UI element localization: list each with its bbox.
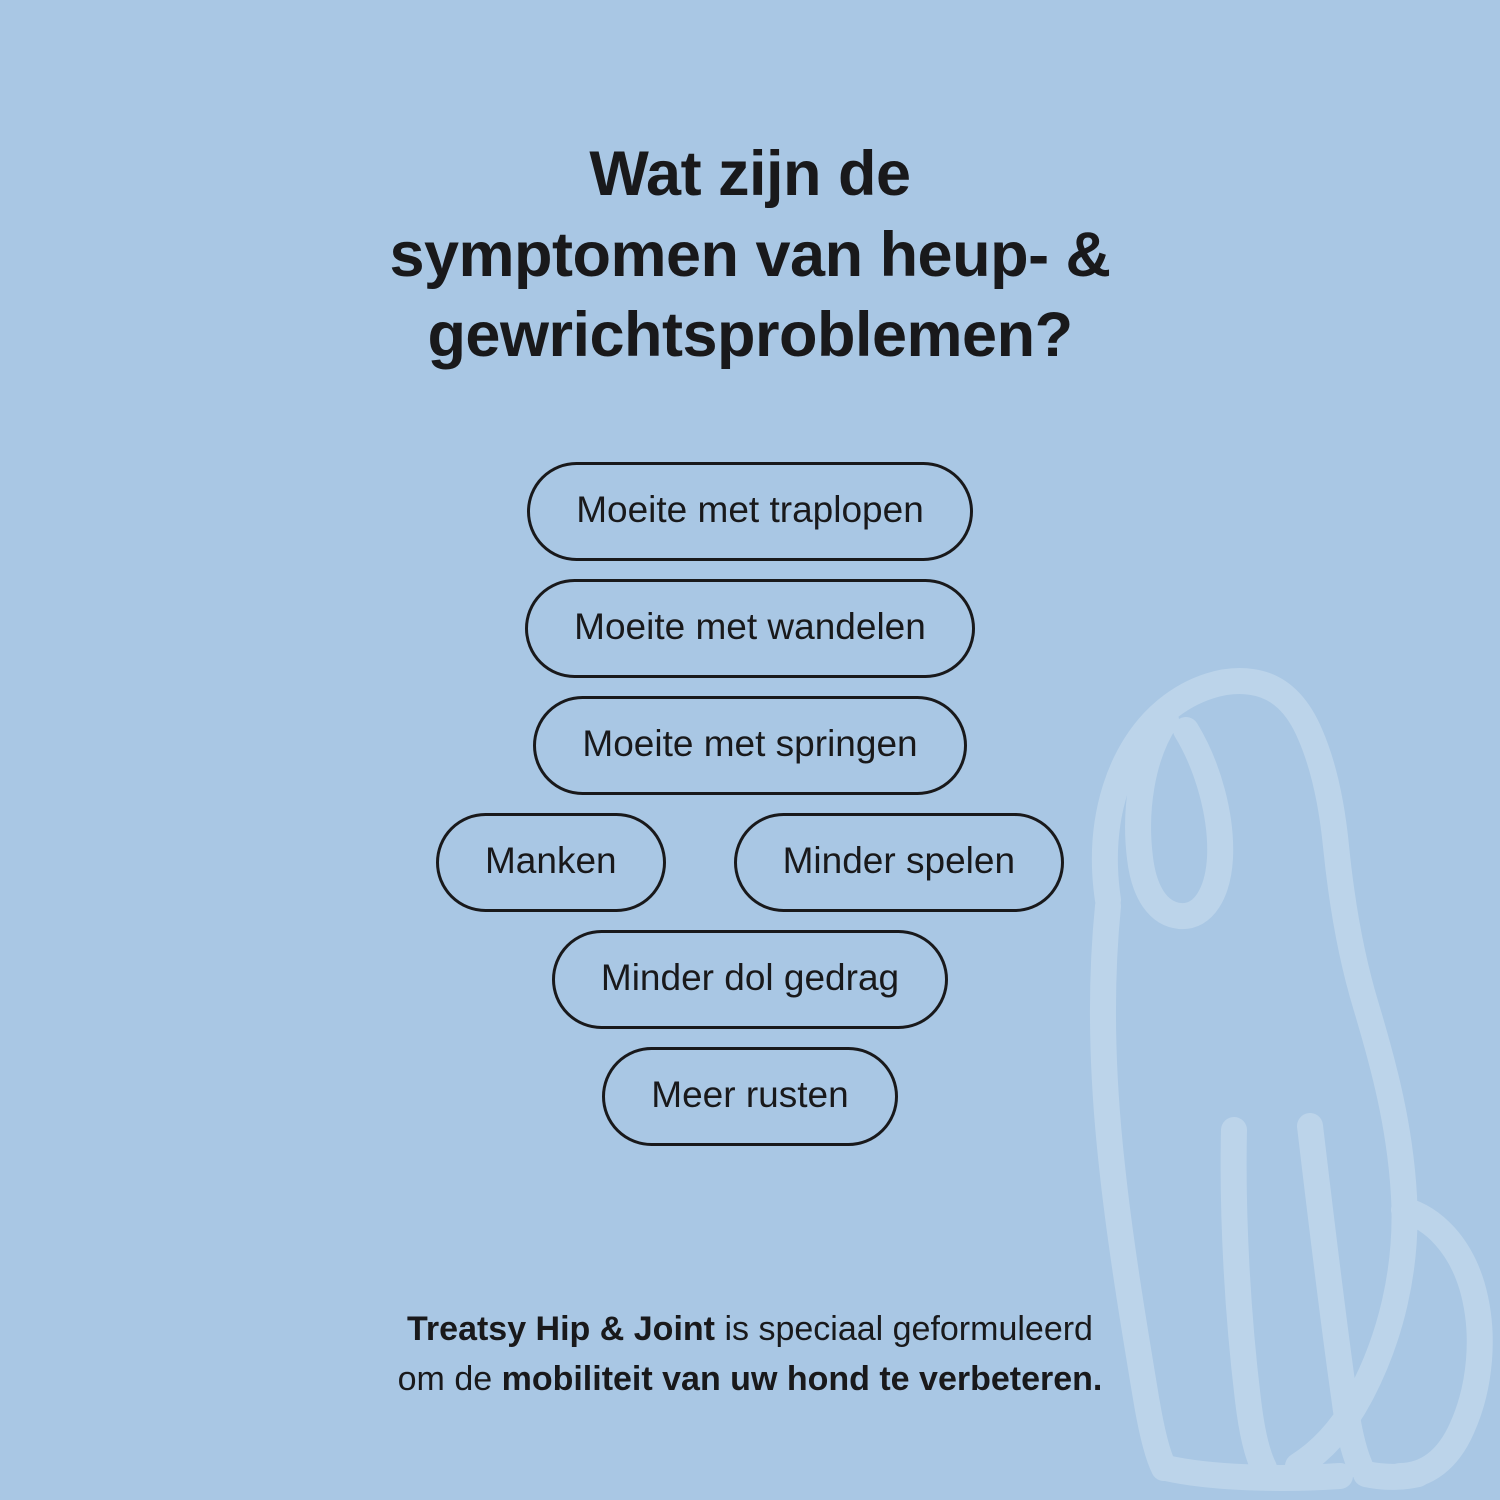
footer-line-2 — [230, 1355, 1270, 1404]
footer-line2-prefix: om de — [397, 1359, 502, 1398]
symptom-row — [436, 813, 1064, 912]
footer-line-1 — [230, 1305, 1270, 1354]
footer-text-after-brand: is speciaal geformuleerd — [715, 1310, 1093, 1349]
page-title — [0, 134, 1500, 376]
headline-line-3: gewrichtsproblemen? — [427, 300, 1073, 371]
symptom-pill-manken: Manken — [436, 813, 666, 912]
symptom-row — [525, 579, 975, 678]
symptom-row — [533, 696, 966, 795]
symptom-pill-wandelen: Moeite met wandelen — [525, 579, 975, 678]
symptom-row — [552, 930, 948, 1029]
symptom-row — [527, 462, 973, 561]
symptom-list — [0, 462, 1500, 1164]
headline-line-1: Wat zijn de — [589, 139, 911, 210]
symptom-row — [602, 1047, 897, 1146]
footer-line2-bold: mobiliteit van uw hond te verbeteren. — [501, 1359, 1103, 1398]
footer-note — [0, 1305, 1500, 1404]
symptom-pill-minder-dol-gedrag: Minder dol gedrag — [552, 930, 948, 1029]
symptom-pill-meer-rusten: Meer rusten — [602, 1047, 897, 1146]
headline-line-2: symptomen van heup- & — [389, 219, 1111, 290]
brand-name: Treatsy Hip & Joint — [407, 1310, 715, 1349]
symptom-pill-traplopen: Moeite met traplopen — [527, 462, 973, 561]
symptom-pill-minder-spelen: Minder spelen — [734, 813, 1064, 912]
symptom-pill-springen: Moeite met springen — [533, 696, 966, 795]
